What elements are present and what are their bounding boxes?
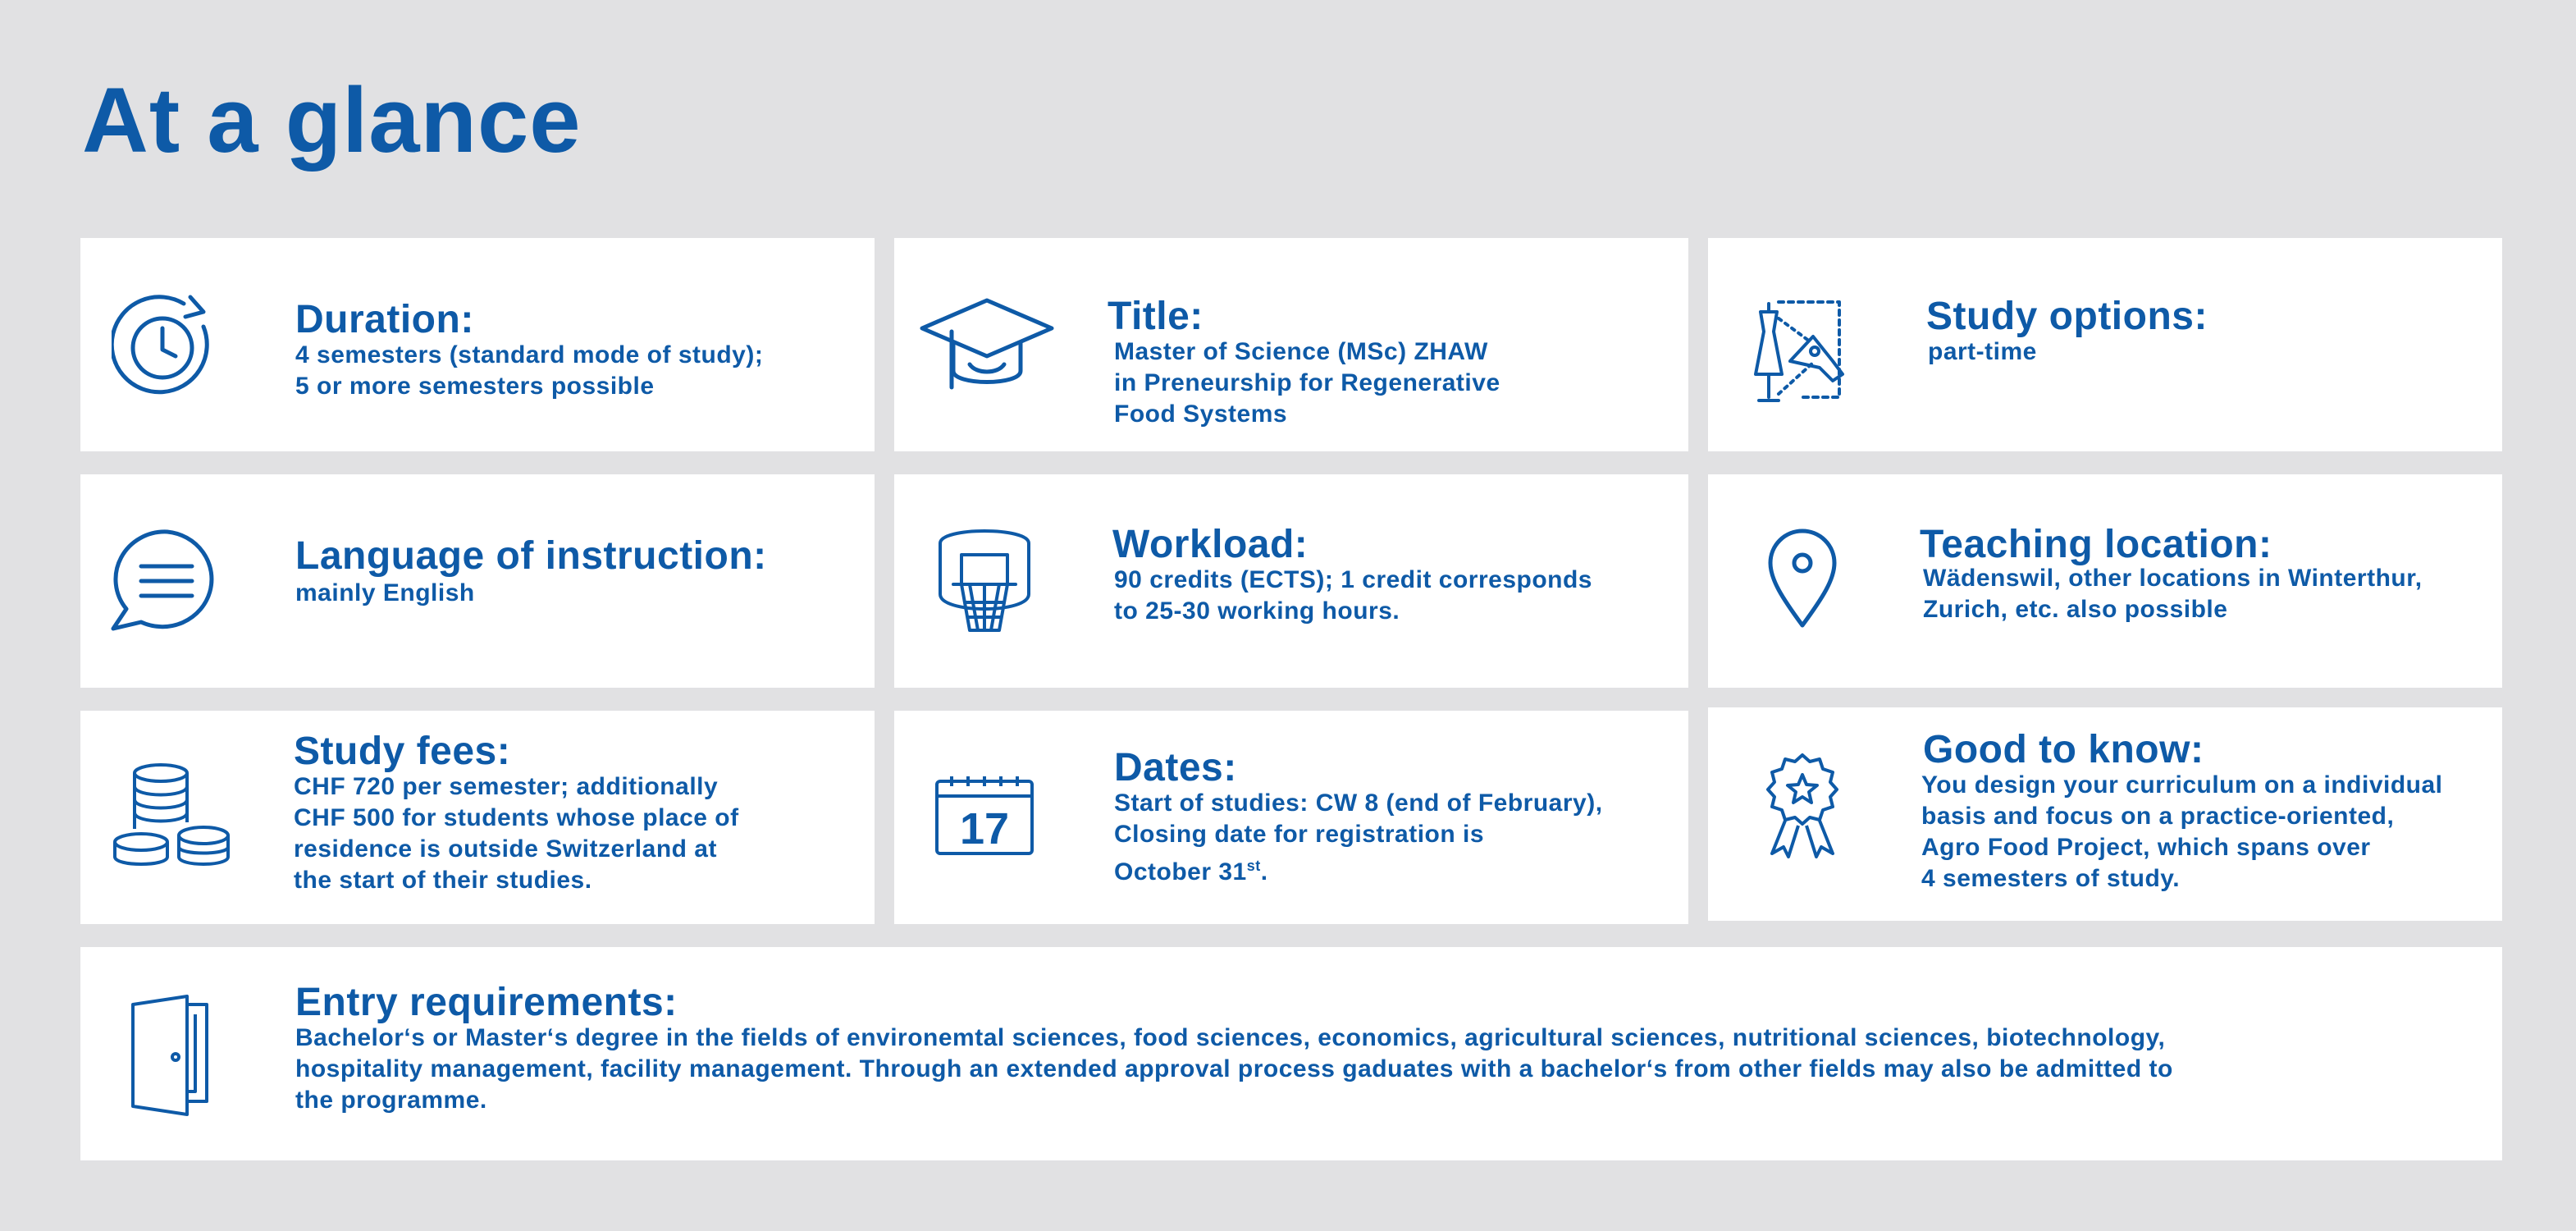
workload-text: 90 credits (ECTS); 1 credit corresponds to 25-30 working hours. — [1114, 566, 1592, 625]
teaching-location-card — [1708, 474, 2502, 688]
duration-title: Duration: — [295, 298, 474, 341]
study-options-card — [1708, 238, 2502, 451]
study-fees-card — [80, 711, 875, 924]
entry-requirements-title: Entry requirements: — [295, 981, 678, 1024]
dates-text-sup: st — [1246, 858, 1261, 874]
dates-card — [894, 711, 1688, 924]
teaching-location-title: Teaching location: — [1920, 523, 2272, 566]
duration-card — [80, 238, 875, 451]
title-card — [894, 238, 1688, 451]
workload-title: Workload: — [1112, 523, 1309, 566]
study-fees-text: CHF 720 per semester; additionally CHF 500 for students whose place of residence is outside Switzerland at the start of their studies. — [294, 773, 739, 894]
basketball-hoop-icon — [932, 524, 1037, 638]
title-text: Master of Science (MSc) ZHAW in Preneurship for Regenerative Food Systems — [1114, 338, 1500, 428]
language-text: mainly English — [295, 579, 475, 606]
good-to-know-card — [1708, 707, 2502, 921]
study-options-text: part-time — [1928, 338, 2037, 365]
location-pin-icon — [1765, 527, 1839, 630]
title-title: Title: — [1108, 295, 1204, 338]
clock-icon — [112, 292, 218, 399]
graduation-cap-icon — [919, 295, 1055, 396]
language-title: Language of instruction: — [295, 534, 767, 578]
teaching-location-text: Wädenswil, other locations in Winterthur, Zurich, etc. also possible — [1923, 565, 2423, 623]
open-door-icon — [128, 995, 210, 1118]
study-options-title: Study options: — [1926, 295, 2208, 338]
entry-requirements-text: Bachelor‘s or Master‘s degree in the fields of environemtal sciences, food sciences, economics, agricultural sciences, nutritional sciences, biotechnology, hospitality management, facility management. Through an extended approval process gaduates with a bachelor‘s from other fields may also be admitted to the programme. — [295, 1024, 2173, 1114]
speech-bubble-icon — [108, 527, 223, 635]
workload-card — [894, 474, 1688, 688]
calendar-icon — [934, 775, 1035, 857]
page-title: At a glance — [82, 69, 582, 172]
coin-stacks-icon — [112, 760, 231, 868]
dates-text-main: Start of studies: CW 8 (end of February), Closing date for registration is October 31 — [1114, 789, 1603, 885]
dates-text-end: . — [1260, 858, 1268, 885]
language-card — [80, 474, 875, 688]
design-tools-icon — [1741, 295, 1854, 410]
award-ribbon-icon — [1757, 750, 1848, 860]
good-to-know-title: Good to know: — [1923, 728, 2204, 771]
dates-title: Dates: — [1114, 746, 1237, 789]
entry-requirements-card — [80, 947, 2502, 1160]
calendar-day: 17 — [959, 804, 1010, 853]
good-to-know-text: You design your curriculum on a individual basis and focus on a practice-oriented, Agro Food Project, which spans over 4 semesters of study. — [1921, 771, 2443, 892]
dates-text — [1114, 788, 1603, 888]
study-fees-title: Study fees: — [294, 730, 511, 773]
duration-text: 4 semesters (standard mode of study); 5 or more semesters possible — [295, 341, 764, 400]
